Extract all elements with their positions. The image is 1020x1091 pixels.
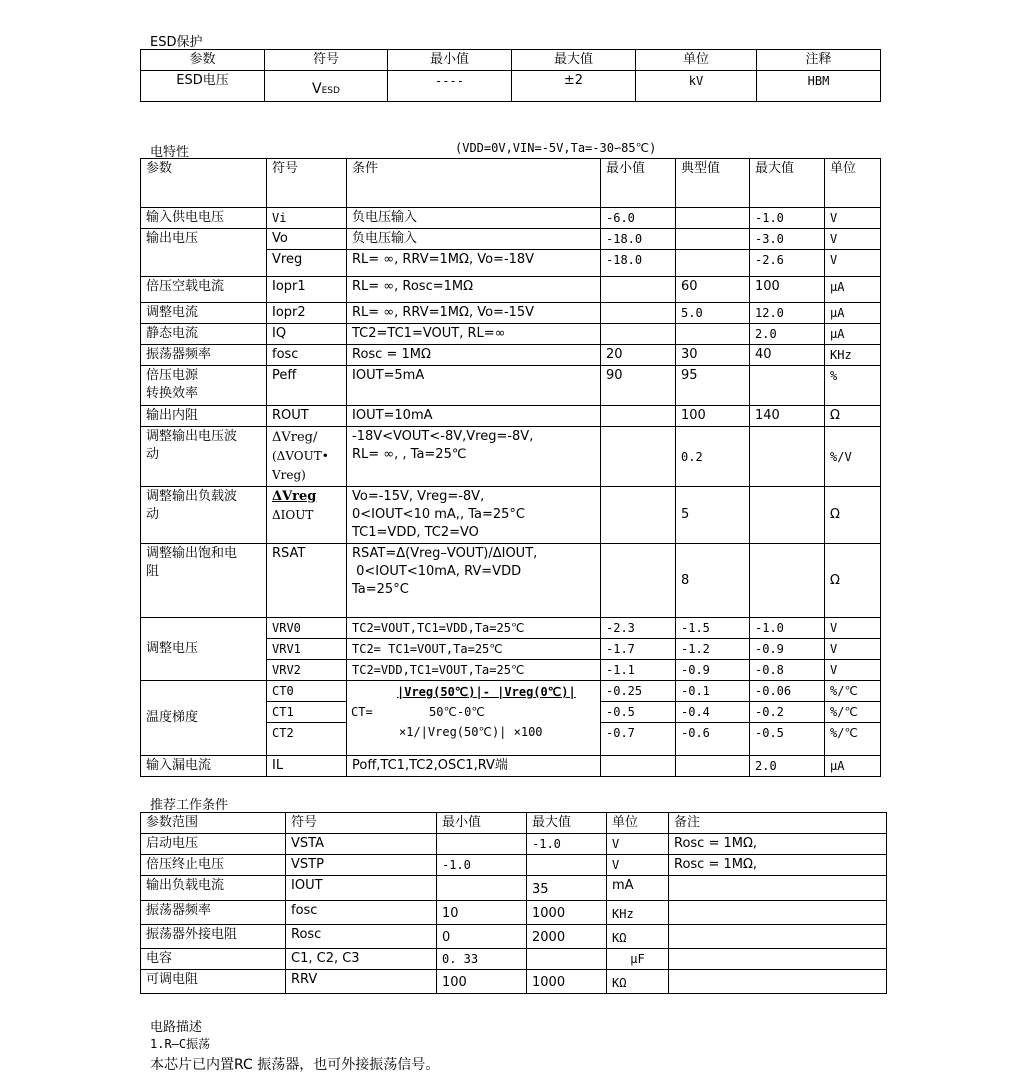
esd-symbol: VESD <box>265 71 388 102</box>
esd-min: ---- <box>388 71 512 102</box>
elec-row-peff <box>141 366 881 406</box>
min: 0 <box>437 925 527 949</box>
rec-row <box>141 876 887 901</box>
rec-row <box>141 925 887 949</box>
symbol: VRV1 <box>267 639 347 660</box>
max <box>527 855 607 876</box>
max: 2.0 <box>750 324 825 345</box>
condition: 负电压输入 <box>347 208 601 229</box>
esd-max: ±2 <box>512 71 636 102</box>
symbol: Peff <box>267 366 347 406</box>
symbol: RRV <box>286 970 437 994</box>
rec-header: 符号 <box>286 813 437 834</box>
elec-row-iopr1 <box>141 277 881 303</box>
max: 35 <box>527 876 607 901</box>
elec-row-fosc <box>141 345 881 366</box>
unit: KHz <box>825 345 881 366</box>
condition: RSAT=Δ(Vreg–VOUT)/ΔIOUT, 0<IOUT<10mA, RV=VDD Ta=25°C <box>347 544 601 618</box>
max: 1000 <box>527 901 607 925</box>
elec-row-vrv0 <box>141 618 881 639</box>
symbol: fosc <box>286 901 437 925</box>
elec-row-vi <box>141 208 881 229</box>
unit: μA <box>825 277 881 303</box>
elec-table <box>140 158 881 777</box>
typ: -1.2 <box>676 639 750 660</box>
rec-header: 备注 <box>669 813 887 834</box>
esd-table <box>140 49 881 102</box>
min: -1.0 <box>437 855 527 876</box>
unit: % <box>825 366 881 406</box>
unit: V <box>825 250 881 277</box>
typ <box>676 229 750 250</box>
unit: μA <box>825 324 881 345</box>
condition: RL= ∞, Rosc=1MΩ <box>347 277 601 303</box>
typ: 5 <box>676 487 750 544</box>
elec-row-ct0 <box>141 681 881 702</box>
esd-title: ESD保护 <box>150 35 203 50</box>
typ: 30 <box>676 345 750 366</box>
min <box>601 487 676 544</box>
symbol: Vi <box>267 208 347 229</box>
unit: %/℃ <box>825 681 881 702</box>
max: 40 <box>750 345 825 366</box>
condition: Vo=-15V, Vreg=-8V, 0<IOUT<10 mA,, Ta=25°C TC1=VDD, TC2=VO <box>347 487 601 544</box>
min <box>601 324 676 345</box>
param: 调整输出饱和电 阻 <box>141 544 267 618</box>
param: 启动电压 <box>141 834 286 855</box>
condition: RL= ∞, RRV=1MΩ, Vo=-18V <box>347 250 601 277</box>
condition: RL= ∞, RRV=1MΩ, Vo=-15V <box>347 303 601 324</box>
unit: V <box>607 834 669 855</box>
param: 倍压电源 转换效率 <box>141 366 267 406</box>
esd-row <box>141 71 881 102</box>
symbol: fosc <box>267 345 347 366</box>
symbol: IOUT <box>286 876 437 901</box>
param: 电容 <box>141 949 286 970</box>
min: -2.3 <box>601 618 676 639</box>
symbol: VRV2 <box>267 660 347 681</box>
rec-row <box>141 834 887 855</box>
min <box>601 303 676 324</box>
min: 100 <box>437 970 527 994</box>
max: -2.6 <box>750 250 825 277</box>
typ: -0.1 <box>676 681 750 702</box>
esd-header: 最小值 <box>388 50 512 71</box>
symbol: Vreg <box>267 250 347 277</box>
circuit-title: 电路描述 <box>150 1020 203 1035</box>
unit: V <box>825 660 881 681</box>
rec-header: 单位 <box>607 813 669 834</box>
circuit-subtitle: 1.R—C振荡 <box>150 1037 211 1051</box>
param: 输入漏电流 <box>141 756 267 777</box>
esd-header: 符号 <box>265 50 388 71</box>
typ: 8 <box>676 544 750 618</box>
elec-header: 符号 <box>267 159 347 208</box>
unit: V <box>825 208 881 229</box>
condition: TC2=VOUT,TC1=VDD,Ta=25℃ <box>347 618 601 639</box>
param: 温度梯度 <box>141 681 267 756</box>
elec-header: 最大值 <box>750 159 825 208</box>
condition: -18V<VOUT<-8V,Vreg=-8V, RL= ∞, , Ta=25℃ <box>347 427 601 487</box>
unit: %/℃ <box>825 702 881 723</box>
min <box>601 427 676 487</box>
max: 12.0 <box>750 303 825 324</box>
unit: %/V <box>825 427 881 487</box>
max: 2.0 <box>750 756 825 777</box>
note: Rosc = 1MΩ, <box>669 834 887 855</box>
symbol: Vo <box>267 229 347 250</box>
typ: -0.4 <box>676 702 750 723</box>
rec-header: 最大值 <box>527 813 607 834</box>
elec-row-iq <box>141 324 881 345</box>
symbol: ΔVreg/ (ΔVOUT• Vreg) <box>267 427 347 487</box>
elec-header: 典型值 <box>676 159 750 208</box>
note <box>669 901 887 925</box>
max <box>750 366 825 406</box>
max: 140 <box>750 406 825 427</box>
min: 0. 33 <box>437 949 527 970</box>
min: 20 <box>601 345 676 366</box>
typ <box>676 250 750 277</box>
min: -1.1 <box>601 660 676 681</box>
max <box>750 487 825 544</box>
min <box>437 834 527 855</box>
rec-table <box>140 812 887 994</box>
param: 振荡器频率 <box>141 901 286 925</box>
max: -1.0 <box>527 834 607 855</box>
typ <box>676 208 750 229</box>
symbol: VSTP <box>286 855 437 876</box>
typ: 0.2 <box>676 427 750 487</box>
esd-header: 最大值 <box>512 50 636 71</box>
esd-header: 注释 <box>757 50 881 71</box>
symbol: CT1 <box>267 702 347 723</box>
esd-unit: kV <box>636 71 757 102</box>
note: Rosc = 1MΩ, <box>669 855 887 876</box>
condition: TC2=TC1=VOUT, RL=∞ <box>347 324 601 345</box>
elec-row-iopr2 <box>141 303 881 324</box>
elec-row-dvreg <box>141 427 881 487</box>
param: 输出电压 <box>141 229 267 277</box>
min: -6.0 <box>601 208 676 229</box>
max: 100 <box>750 277 825 303</box>
rec-row <box>141 901 887 925</box>
ct-formula: CT= |Vreg(50℃)|- |Vreg(0℃)| 50℃-0℃ ×1/|Vreg(50℃)| ×100 <box>347 681 601 756</box>
max: -1.0 <box>750 618 825 639</box>
symbol: CT2 <box>267 723 347 756</box>
condition: Poff,TC1,TC2,OSC1,RV端 <box>347 756 601 777</box>
elec-header: 条件 <box>347 159 601 208</box>
unit: %/℃ <box>825 723 881 756</box>
symbol: RSAT <box>267 544 347 618</box>
esd-param: ESD电压 <box>141 71 265 102</box>
typ: 60 <box>676 277 750 303</box>
symbol: ΔVreg ΔIOUT <box>267 487 347 544</box>
unit: V <box>607 855 669 876</box>
elec-row-rsat <box>141 544 881 618</box>
note <box>669 925 887 949</box>
max: -0.9 <box>750 639 825 660</box>
typ: 100 <box>676 406 750 427</box>
max: -0.06 <box>750 681 825 702</box>
rec-row <box>141 970 887 994</box>
param: 调整输出负载波 动 <box>141 487 267 544</box>
param: 静态电流 <box>141 324 267 345</box>
typ: 5.0 <box>676 303 750 324</box>
rec-header: 最小值 <box>437 813 527 834</box>
unit: μA <box>825 303 881 324</box>
min: -18.0 <box>601 250 676 277</box>
elec-row-rout <box>141 406 881 427</box>
rec-row <box>141 855 887 876</box>
max: -1.0 <box>750 208 825 229</box>
min: -0.5 <box>601 702 676 723</box>
symbol: C1, C2, C3 <box>286 949 437 970</box>
esd-header: 参数 <box>141 50 265 71</box>
max: 1000 <box>527 970 607 994</box>
elec-header-row <box>141 159 881 208</box>
max <box>750 544 825 618</box>
param: 输入供电电压 <box>141 208 267 229</box>
unit: V <box>825 639 881 660</box>
max: -0.8 <box>750 660 825 681</box>
min <box>601 544 676 618</box>
param: 调整电流 <box>141 303 267 324</box>
typ: -1.5 <box>676 618 750 639</box>
unit: μA <box>825 756 881 777</box>
unit: V <box>825 618 881 639</box>
param: 倍压终止电压 <box>141 855 286 876</box>
elec-header: 参数 <box>141 159 267 208</box>
unit: KHz <box>607 901 669 925</box>
param: 倍压空载电流 <box>141 277 267 303</box>
condition: IOUT=5mA <box>347 366 601 406</box>
typ: -0.9 <box>676 660 750 681</box>
unit: Ω <box>825 406 881 427</box>
esd-note: HBM <box>757 71 881 102</box>
elec-title: 电特性 <box>150 145 190 160</box>
typ: 95 <box>676 366 750 406</box>
param: 调整输出电压波 动 <box>141 427 267 487</box>
symbol: CT0 <box>267 681 347 702</box>
condition: TC2=VDD,TC1=VOUT,Ta=25℃ <box>347 660 601 681</box>
elec-row-vo <box>141 229 881 250</box>
max: -3.0 <box>750 229 825 250</box>
rec-header: 参数范围 <box>141 813 286 834</box>
param: 调整电压 <box>141 618 267 681</box>
typ <box>676 756 750 777</box>
max: 2000 <box>527 925 607 949</box>
typ: -0.6 <box>676 723 750 756</box>
min <box>601 406 676 427</box>
elec-row-il <box>141 756 881 777</box>
param: 可调电阻 <box>141 970 286 994</box>
max: -0.2 <box>750 702 825 723</box>
param: 振荡器外接电阻 <box>141 925 286 949</box>
rec-row <box>141 949 887 970</box>
unit: mA <box>607 876 669 901</box>
min: -0.25 <box>601 681 676 702</box>
min: 10 <box>437 901 527 925</box>
condition: 负电压输入 <box>347 229 601 250</box>
typ <box>676 324 750 345</box>
min: -18.0 <box>601 229 676 250</box>
symbol: Iopr1 <box>267 277 347 303</box>
symbol: IL <box>267 756 347 777</box>
symbol: VRV0 <box>267 618 347 639</box>
max <box>527 949 607 970</box>
rec-header-row <box>141 813 887 834</box>
unit: KΩ <box>607 925 669 949</box>
max: -0.5 <box>750 723 825 756</box>
param: 输出负载电流 <box>141 876 286 901</box>
param: 振荡器频率 <box>141 345 267 366</box>
esd-header-row <box>141 50 881 71</box>
rec-title: 推荐工作条件 <box>150 798 229 813</box>
symbol: IQ <box>267 324 347 345</box>
elec-header: 单位 <box>825 159 881 208</box>
param: 输出内阻 <box>141 406 267 427</box>
min <box>601 277 676 303</box>
note <box>669 876 887 901</box>
circuit-text: 本芯片已内置RC 振荡器，也可外接振荡信号。 <box>150 1057 440 1073</box>
note <box>669 970 887 994</box>
condition: Rosc = 1MΩ <box>347 345 601 366</box>
unit: KΩ <box>607 970 669 994</box>
min <box>601 756 676 777</box>
condition: TC2= TC1=VOUT,Ta=25℃ <box>347 639 601 660</box>
min: 90 <box>601 366 676 406</box>
condition: IOUT=10mA <box>347 406 601 427</box>
symbol: Iopr2 <box>267 303 347 324</box>
min <box>437 876 527 901</box>
unit: V <box>825 229 881 250</box>
esd-header: 单位 <box>636 50 757 71</box>
elec-conditions: (VDD=0V,VIN=-5V,Ta=-30∽85℃) <box>455 141 657 155</box>
min: -1.7 <box>601 639 676 660</box>
elec-header: 最小值 <box>601 159 676 208</box>
symbol: VSTA <box>286 834 437 855</box>
unit: Ω <box>825 487 881 544</box>
unit: Ω <box>825 544 881 618</box>
note <box>669 949 887 970</box>
symbol: ROUT <box>267 406 347 427</box>
elec-row-dload <box>141 487 881 544</box>
unit: μF <box>607 949 669 970</box>
symbol: Rosc <box>286 925 437 949</box>
min: -0.7 <box>601 723 676 756</box>
max <box>750 427 825 487</box>
